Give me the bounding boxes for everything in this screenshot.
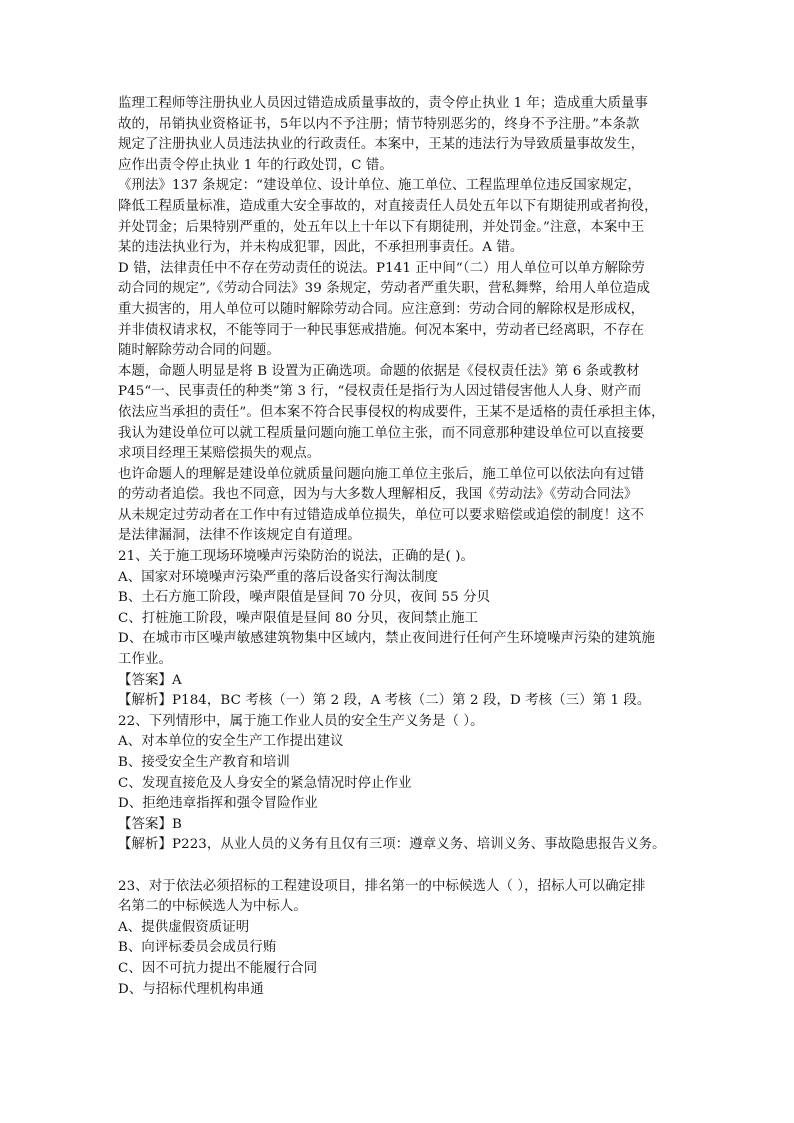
text-line: 《刑法》137 条规定：“建设单位、设计单位、施工单位、工程监理单位违反国家规定， [118,178,641,194]
text-line: 降低工程质量标准，造成重大安全事故的，对直接责任人员处五年以下有期徒刑或者拘役， [118,198,658,214]
question-21-option-a: A、国家对环境噪声污染严重的落后设备实行淘汰制度 [118,569,439,585]
question-23-stem: 23、对于依法必须招标的工程建设项目，排名第一的中标候选人（ ），招标人可以确定排 [118,878,646,894]
question-22-option-c: C、发现直接危及人身安全的紧急情况时停止作业 [118,775,412,791]
question-23-option-a: A、提供虚假资质证明 [118,919,250,935]
text-line: 的劳动者追偿。我也不同意，因为与大多数人理解相反，我国《劳动法》《劳动合同法》 [118,487,638,503]
text-line: 动合同的规定”,《劳动合同法》39 条规定，劳动者严重失职，营私舞弊，给用人单位造成 [118,281,651,297]
text-line: 依法应当承担的责任”。但本案不符合民事侵权的构成要件，王某不是适格的责任承担主体， [118,404,665,420]
question-22-option-b: B、接受安全生产教育和培训 [118,755,290,770]
question-21-answer: 【答案】A [118,672,182,688]
question-23-stem-cont: 名第二的中标候选人为中标人。 [118,899,307,915]
question-23-option-d: D、与招标代理机构串通 [118,981,264,997]
text-line: 重大损害的，用人单位可以随时解除劳动合同。应注意到：劳动合同的解除权是形成权， [118,301,645,317]
question-22-analysis: 【解析】P223，从业人员的义务有且仅有三项：遵章义务、培训义务、事故隐患报告义务。 [118,837,666,853]
question-22-answer: 【答案】B [118,816,182,832]
text-line: 也许命题人的理解是建设单位就质量问题向施工单位主张后，施工单位可以依法向有过错 [118,466,645,482]
text-line: 从未规定过劳动者在工作中有过错造成单位损失，单位可以要求赔偿或追偿的制度！这不 [118,507,645,523]
question-21-stem: 21、关于施工现场环境噪声污染防治的说法，正确的是( )。 [118,549,475,565]
text-line: 故的，吊销执业资格证书，5年以内不予注册；情节特别恶劣的，终身不予注册。”本条款 [118,116,640,132]
question-22-stem: 22、下列情形中，属于施工作业人员的安全生产义务是（ ）。 [118,713,484,729]
text-line: 随时解除劳动合同的问题。 [118,343,280,359]
text-line: P45“一、民事责任的种类”第 3 行，“侵权责任是指行为人因过错侵害他人人身、财产而 [118,384,642,400]
question-21-option-c: C、打桩施工阶段，噪声限值是昼间 80 分贝，夜间禁止施工 [118,610,479,626]
question-22-option-d: D、拒绝违章指挥和强令冒险作业 [118,796,318,812]
text-line: 应作出责令停止执业 1 年的行政处罚，C 错。 [118,157,393,173]
question-22-option-a: A、对本单位的安全生产工作提出建议 [118,734,344,750]
question-21-option-b: B、土石方施工阶段，噪声限值是昼间 70 分贝，夜间 55 分贝 [118,590,491,606]
document-page [118,94,698,1000]
text-line: 本题，命题人明显是将 B 设置为正确选项。命题的依据是《侵权责任法》第 6 条或教材 [118,363,640,379]
text-line: 规定了注册执业人员违法执业的行政责任。本案中，王某的违法行为导致质量事故发生， [118,137,645,153]
question-21-option-d-cont: 工作业。 [118,652,172,668]
text-line: 求项目经理王某赔偿损失的观点。 [118,446,321,462]
text-line: 我认为建设单位可以就工程质量问题向施工单位主张，而不同意那种建设单位可以直接要 [118,425,645,441]
text-line: 监理工程师等注册执业人员因过错造成质量事故的，责令停止执业 1 年；造成重大质量事 [118,96,648,111]
blank-line [118,856,698,877]
text-line: 某的违法执业行为，并未构成犯罪，因此，不承担刑事责任。A 错。 [118,240,524,256]
question-23-option-c: C、因不可抗力提出不能履行合同 [118,960,318,976]
text-line: D 错，法律责任中不存在劳动责任的说法。P141 正中间“（二）用人单位可以单方解除劳 [118,260,645,276]
question-21-analysis: 【解析】P184，BC 考核（一）第 2 段，A 考核（二）第 2 段，D 考核（三）第 1 段。 [118,693,651,709]
question-23-option-b: B、向评标委员会成员行贿 [118,940,277,956]
text-line: 并非债权请求权，不能等同于一种民事惩戒措施。何况本案中，劳动者已经离职，不存在 [118,322,645,338]
question-21-option-d: D、在城市市区噪声敏感建筑物集中区域内，禁止夜间进行任何产生环境噪声污染的建筑施 [118,631,655,647]
text-line: 是法律漏洞，法律不作该规定自有道理。 [118,528,361,544]
text-line: 并处罚金；后果特别严重的，处五年以上十年以下有期徒刑，并处罚金。”注意，本案中王 [118,219,645,235]
